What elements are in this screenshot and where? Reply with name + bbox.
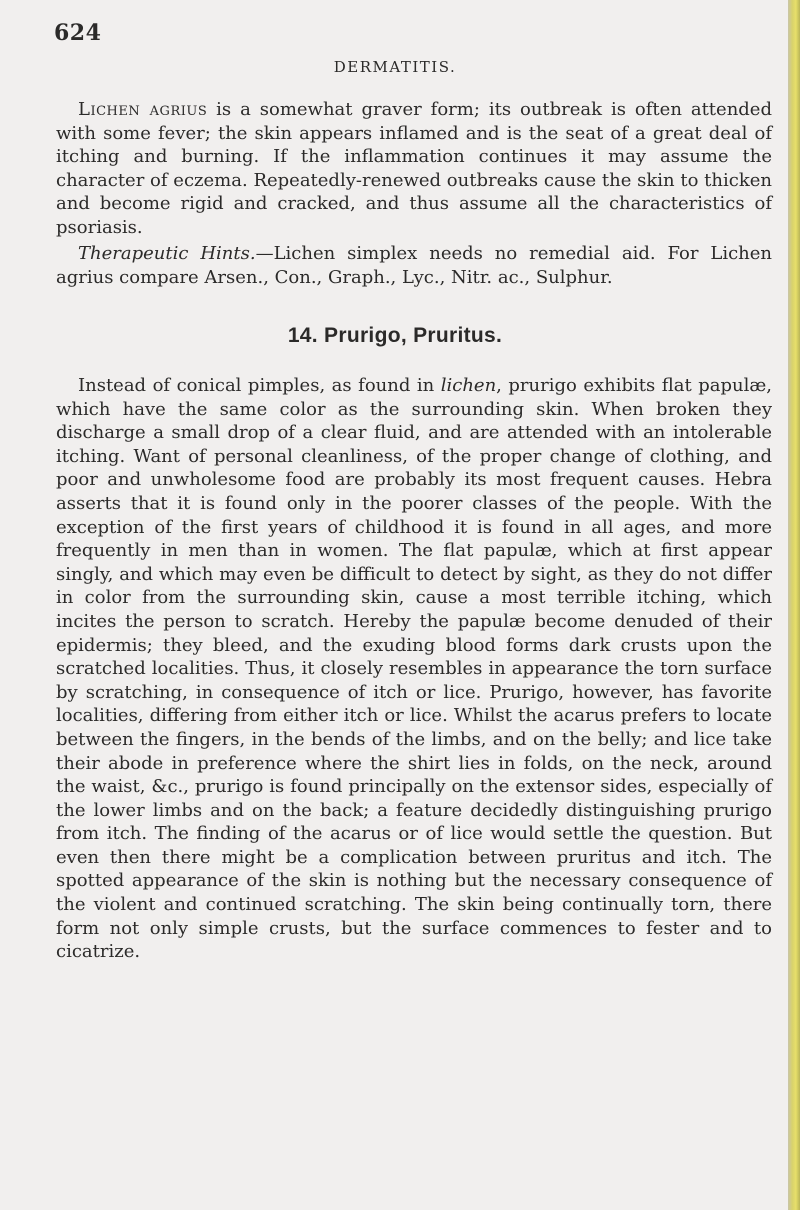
paragraph-body [56,242,772,289]
paragraph-text-start: Instead of conical pimples, as found in [78,375,441,396]
lichen-agrius-paragraph [56,98,772,240]
page-edge [788,0,800,1210]
section-heading: 14. Prurigo, Pruritus. [287,324,503,347]
running-title: DERMATITIS. [333,58,457,76]
therapeutic-hints-paragraph [56,242,772,289]
paragraph-lead: Lichen agrius [78,99,208,120]
paragraph-text-rest: , prurigo exhibits flat papulæ, which have the same color as the surrounding skin. When broken they discharge a small drop of a clear fluid, and are attended with an intolerable itching. Want of personal cleanliness, of the proper change of clothing, and poor and unwholesome food are probably its most frequent causes. Hebra asserts that it is found only in the poorer classes of the people. With the exception of the first years of childhood it is found in all ages, and more frequently in men than in women. The flat papulæ, which at first appear singly, and which may even be difficult to detect by sight, as they do not differ in color from the surrounding skin, cause a most terrible itching, which incites the person to scratch. Hereby the papulæ become denuded of their epidermis; they bleed, and the exuding blood forms dark crusts upon the scratched localities. Thus, it closely resembles in appearance the torn surface by scratching, in consequence of itch or lice. Prurigo, however, has favorite localities, differing from either itch or lice. Whilst the acarus prefers to locate between the fingers, in the bends of the limbs, and on the belly; and lice take their abode in preference where the shirt lies in folds, on the neck, around the waist, &c., prurigo is found principally on the extensor sides, especially of the lower limbs and on the back; a feature decidedly distinguishing prurigo from itch. The finding of the acarus or of lice would settle the question. But even then there might be a complication between pruritus and itch. The spotted appearance of the skin is nothing but the necessary consequence of the violent and continued scratching. The skin being continually torn, there form not only simple crusts, but the surface commences to fester and to cicatrize. [56,375,772,963]
page-number: 624 [54,20,102,46]
therapeutic-hints-heading: Therapeutic Hints. [78,243,256,264]
italic-term: lichen [440,375,497,396]
paragraph-text: is a somewhat graver form; its outbreak is often attended with some fever; the skin appears inflamed and is the seat of a great deal of itching and burning. If the inflammation continues it may assume the character of eczema. Repeatedly-renewed outbreaks cause the skin to thicken and become rigid and cracked, and thus assume all the characteristics of psoriasis. [56,99,772,238]
prurigo-paragraph [56,374,772,964]
paragraph-text: —Lichen simplex needs no remedial aid. For Lichen agrius compare Arsen., Con., Graph., Lyc., Nitr. ac., Sulphur. [56,243,772,288]
paragraph-body [56,98,772,240]
paragraph-body [56,374,772,964]
